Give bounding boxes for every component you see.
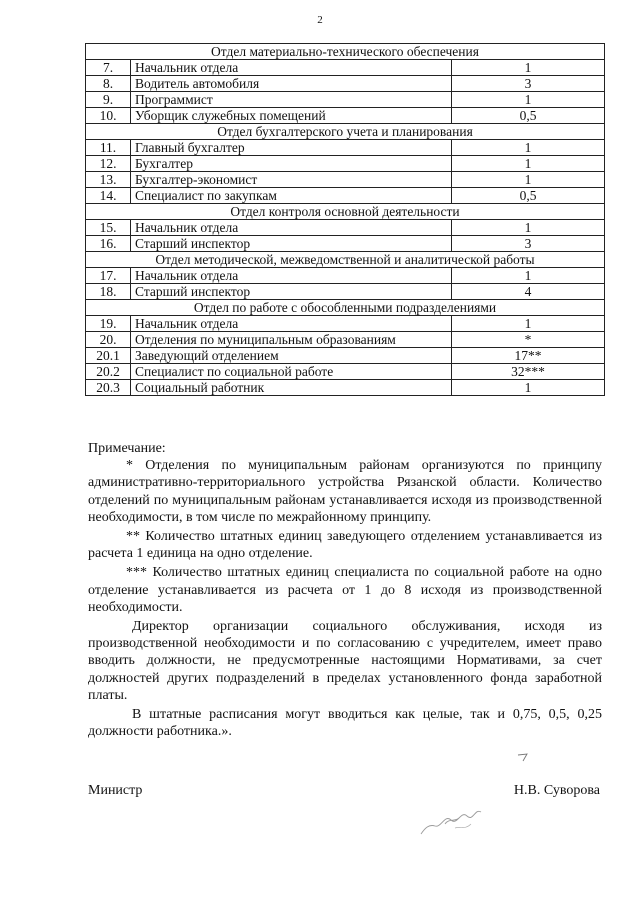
position-name: Водитель автомобиля — [131, 76, 452, 92]
table-row — [86, 332, 605, 348]
handwritten-mark — [517, 752, 529, 762]
notes-heading: Примечание: — [88, 441, 166, 456]
row-number: 18. — [86, 284, 131, 300]
position-name: Бухгалтер-экономист — [131, 172, 452, 188]
table-row — [86, 380, 605, 396]
section-title: Отдел бухгалтерского учета и планирования — [86, 124, 605, 140]
table-row — [86, 364, 605, 380]
notes-block — [88, 440, 602, 740]
staff-count: 32*** — [452, 364, 605, 380]
position-name: Начальник отдела — [131, 60, 452, 76]
table-row — [86, 60, 605, 76]
position-name: Уборщик служебных помещений — [131, 108, 452, 124]
table-row — [86, 108, 605, 124]
table-row — [86, 220, 605, 236]
table-row — [86, 76, 605, 92]
position-name: Программист — [131, 92, 452, 108]
position-name: Отделения по муниципальным образованиям — [131, 332, 452, 348]
handwritten-signature — [415, 800, 495, 840]
staff-count: 1 — [452, 380, 605, 396]
position-name: Начальник отдела — [131, 220, 452, 236]
staff-count: 1 — [452, 60, 605, 76]
staff-count: 1 — [452, 316, 605, 332]
staff-count: 1 — [452, 172, 605, 188]
position-name: Главный бухгалтер — [131, 140, 452, 156]
staff-count: 0,5 — [452, 188, 605, 204]
note-specialists: *** Количество штатных единиц специалиста по социальной работе на одно отделение устанавливается из расчета от 1 до 8 исходя из производственной необходимости. — [88, 565, 602, 615]
note-director: Директор организации социального обслуживания, исходя из производственной необходимости и по согласованию с учредителем, имеет право вводить должности, не предусмотренные настоящими Нормативами, за счет должностей других подразделений в пределах установленного фонда заработной платы. — [88, 619, 602, 703]
row-number: 16. — [86, 236, 131, 252]
section-header-row — [86, 300, 605, 316]
staff-count: 1 — [452, 268, 605, 284]
staff-count: 0,5 — [452, 108, 605, 124]
position-name: Заведующий отделением — [131, 348, 452, 364]
table-row — [86, 92, 605, 108]
position-name: Старший инспектор — [131, 284, 452, 300]
row-number: 10. — [86, 108, 131, 124]
section-title: Отдел контроля основной деятельности — [86, 204, 605, 220]
staff-count: 1 — [452, 140, 605, 156]
position-name: Начальник отдела — [131, 316, 452, 332]
section-title: Отдел материально-технического обеспечения — [86, 44, 605, 60]
row-number: 14. — [86, 188, 131, 204]
note-districts: * Отделения по муниципальным районам организуются по принципу административно-территориального устройства Рязанской области. Количество отделений по муниципальным районам устанавливается исходя из производственной необходимости, в том числе по межрайонному принципу. — [88, 458, 602, 525]
table-row — [86, 348, 605, 364]
position-name: Специалист по социальной работе — [131, 364, 452, 380]
table-row — [86, 156, 605, 172]
table-row — [86, 236, 605, 252]
page-number: 2 — [317, 14, 323, 26]
staff-count: 3 — [452, 76, 605, 92]
position-name: Старший инспектор — [131, 236, 452, 252]
row-number: 8. — [86, 76, 131, 92]
section-title: Отдел по работе с обособленными подразделениями — [86, 300, 605, 316]
row-number: 20.1 — [86, 348, 131, 364]
row-number: 20.2 — [86, 364, 131, 380]
note-positions: В штатные расписания могут вводиться как целые, так и 0,75, 0,5, 0,25 должности работника.». — [88, 707, 602, 740]
staff-count: 17** — [452, 348, 605, 364]
section-header-row — [86, 204, 605, 220]
staffing-table-body — [86, 44, 605, 396]
row-number: 19. — [86, 316, 131, 332]
position-name: Начальник отдела — [131, 268, 452, 284]
table-row — [86, 140, 605, 156]
note-heads: ** Количество штатных единиц заведующего отделением устанавливается из расчета 1 единица на одно отделение. — [88, 529, 602, 562]
staff-count: 1 — [452, 156, 605, 172]
staff-count: 1 — [452, 92, 605, 108]
section-header-row — [86, 252, 605, 268]
position-name: Бухгалтер — [131, 156, 452, 172]
row-number: 20. — [86, 332, 131, 348]
position-name: Специалист по закупкам — [131, 188, 452, 204]
staff-count: 4 — [452, 284, 605, 300]
position-name: Социальный работник — [131, 380, 452, 396]
row-number: 15. — [86, 220, 131, 236]
table-row — [86, 284, 605, 300]
section-title: Отдел методической, межведомственной и аналитической работы — [86, 252, 605, 268]
row-number: 9. — [86, 92, 131, 108]
staffing-table — [85, 43, 605, 396]
staff-count: * — [452, 332, 605, 348]
row-number: 13. — [86, 172, 131, 188]
row-number: 20.3 — [86, 380, 131, 396]
staff-count: 1 — [452, 220, 605, 236]
table-row — [86, 268, 605, 284]
section-header-row — [86, 124, 605, 140]
minister-name: Н.В. Суворова — [513, 783, 600, 798]
row-number: 11. — [86, 140, 131, 156]
row-number: 12. — [86, 156, 131, 172]
table-row — [86, 172, 605, 188]
table-row — [86, 316, 605, 332]
minister-title: Министр — [88, 783, 143, 798]
row-number: 7. — [86, 60, 131, 76]
section-header-row — [86, 44, 605, 60]
staff-count: 3 — [452, 236, 605, 252]
table-row — [86, 188, 605, 204]
row-number: 17. — [86, 268, 131, 284]
